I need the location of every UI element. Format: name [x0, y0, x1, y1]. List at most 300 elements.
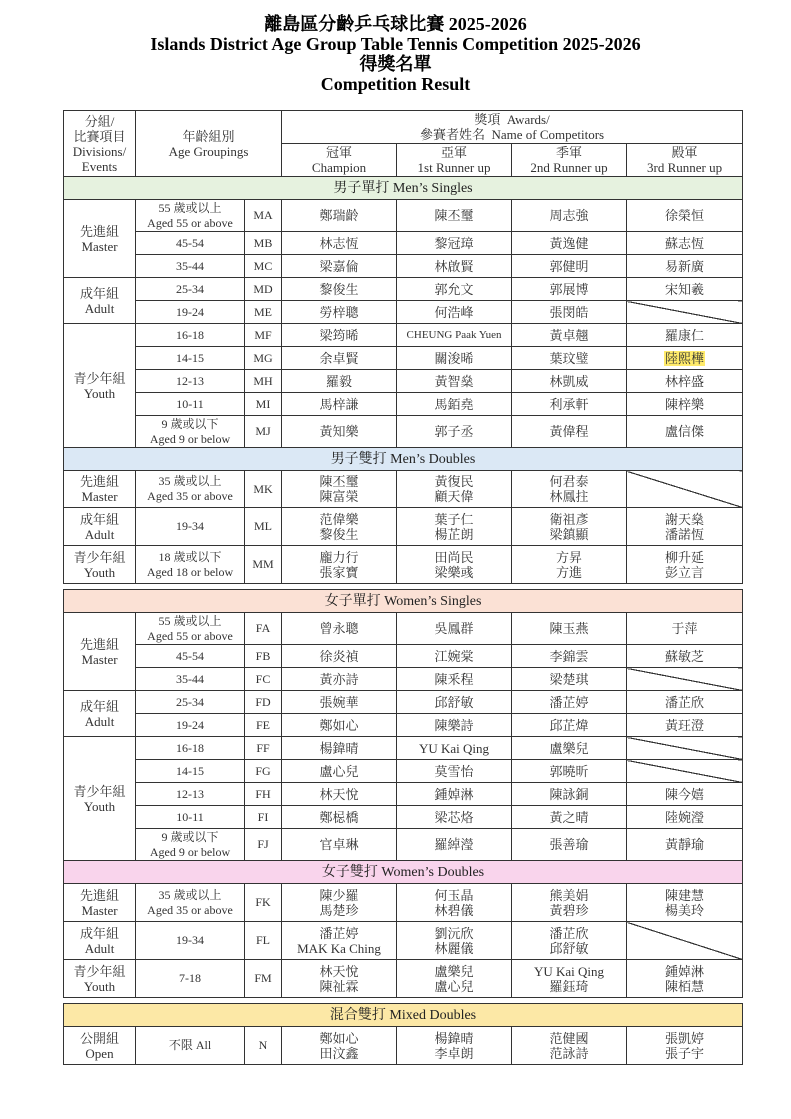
player-name: 田汶鑫	[319, 1045, 359, 1061]
player-name: 羅鈺琦	[549, 978, 589, 994]
awards-header	[282, 111, 743, 144]
section-title: 混合雙打 Mixed Doubles	[64, 1004, 743, 1027]
player-name: 黎俊生	[319, 526, 359, 542]
group-en: Master	[81, 238, 118, 254]
champion-name: 楊鍏晴	[282, 737, 397, 760]
table-row	[64, 278, 743, 301]
player-name: 陳少羅	[319, 887, 359, 903]
age-zh: 55 歲或以上	[158, 613, 222, 628]
age-en: Aged 9 or below	[149, 431, 231, 446]
table-row	[64, 714, 743, 737]
age-cell: 25-34	[136, 278, 245, 301]
player-name: 龐力行	[319, 549, 359, 565]
age-cell: 35-44	[136, 255, 245, 278]
second-en: 2nd Runner up	[530, 160, 608, 175]
champion-name: 黃亦詩	[282, 668, 397, 691]
age-cell: 45-54	[136, 645, 245, 668]
group-master	[64, 884, 136, 922]
division-en2: Events	[81, 158, 118, 174]
champion-pair	[282, 884, 397, 922]
player-name: 熊美娟	[549, 887, 589, 903]
age-zh: 年齡組別	[182, 128, 235, 144]
player-name: 陳富榮	[319, 489, 359, 504]
second-runner-name: 陳玉燕	[512, 613, 627, 645]
champion-name: 林天悅	[282, 783, 397, 806]
player-name: 陳栢慧	[665, 978, 705, 994]
third-runner-name: 林梓盛	[627, 370, 743, 393]
second-zh: 季軍	[556, 145, 583, 160]
first-runner-name: 關浚晞	[397, 347, 512, 370]
second-runner-pair	[512, 960, 627, 998]
champion-name: 鄭如心	[282, 714, 397, 737]
player-name: 何君泰	[549, 474, 589, 489]
table-row	[64, 668, 743, 691]
age-en: Aged 18 or below	[146, 564, 234, 579]
third-runner-name: 陸婉瀅	[627, 806, 743, 829]
player-name: 方進	[556, 564, 583, 580]
event-code: MG	[245, 347, 282, 370]
player-name: 張家寶	[319, 564, 359, 580]
third-runner-name: 蘇敏芝	[627, 645, 743, 668]
third-runner-name: 陳梓樂	[627, 393, 743, 416]
table-row	[64, 301, 743, 324]
third-en: 3rd Runner up	[646, 160, 723, 175]
player-name: 馬楚珍	[319, 902, 359, 918]
competitors-zh: 參賽者姓名	[419, 127, 485, 142]
age-cell: 7-18	[136, 960, 245, 998]
champion-pair	[282, 960, 397, 998]
champion-name: 勞梓聰	[282, 301, 397, 324]
table-row	[64, 960, 743, 998]
age-cell: 19-24	[136, 714, 245, 737]
division-header	[64, 111, 136, 177]
group-zh: 青少年組	[73, 549, 126, 565]
table-row	[64, 324, 743, 347]
header-row-1	[64, 111, 743, 144]
player-name: 黃碧珍	[549, 902, 589, 918]
event-code: N	[245, 1027, 282, 1065]
group-en: Youth	[83, 798, 116, 814]
first-runner-name: 陳樂詩	[397, 714, 512, 737]
table-row	[64, 1027, 743, 1065]
first-runner-name: 馬銆堯	[397, 393, 512, 416]
group-zh: 青少年組	[73, 783, 126, 799]
third-runner-name: 羅康仁	[627, 324, 743, 347]
first-runner-name: 郭子丞	[397, 416, 512, 448]
second-runner-pair	[512, 1027, 627, 1065]
champion-name: 鄭瑞齡	[282, 200, 397, 232]
age-zh: 35 歲或以上	[158, 887, 222, 902]
table-row	[64, 471, 743, 508]
table-row	[64, 829, 743, 861]
first-runner-name: 林啟賢	[397, 255, 512, 278]
player-name: 林天悅	[319, 963, 359, 979]
champion-name: 余卓賢	[282, 347, 397, 370]
group-youth	[64, 546, 136, 584]
second-runner-name: 黃卓翹	[512, 324, 627, 347]
player-name: 楊美玲	[665, 902, 705, 918]
section-title: 女子雙打 Women’s Doubles	[64, 861, 743, 884]
group-zh: 成年組	[79, 285, 119, 301]
group-en: Adult	[84, 713, 115, 729]
age-cell	[136, 613, 245, 645]
group-open	[64, 1027, 136, 1065]
champion-en: Champion	[311, 160, 367, 175]
age-cell	[136, 829, 245, 861]
event-code: MF	[245, 324, 282, 347]
table-row	[64, 232, 743, 255]
third-runner-pair	[627, 508, 743, 546]
event-code: FA	[245, 613, 282, 645]
third-runner-name: 蘇志恆	[627, 232, 743, 255]
champion-header	[282, 144, 397, 177]
division-zh2: 比賽項目	[73, 128, 126, 144]
player-name: 李卓朗	[434, 1045, 474, 1061]
results-table	[63, 110, 743, 1065]
first-runner-name: 吳鳳群	[397, 613, 512, 645]
player-name: 楊芷朗	[434, 526, 474, 542]
third-runner-name: 盧信傑	[627, 416, 743, 448]
second-runner-name: 郭曉昕	[512, 760, 627, 783]
group-adult	[64, 691, 136, 737]
player-name: 鍾婥淋	[665, 963, 705, 979]
age-cell: 10-11	[136, 393, 245, 416]
age-cell	[136, 546, 245, 584]
event-code: FI	[245, 806, 282, 829]
second-runner-name: 潘芷婷	[512, 691, 627, 714]
group-zh: 成年組	[79, 511, 119, 527]
highlighted-name: 陸熙樺	[665, 350, 705, 366]
event-code: MM	[245, 546, 282, 584]
section-mens-singles	[64, 177, 743, 200]
event-code: FD	[245, 691, 282, 714]
age-cell: 35-44	[136, 668, 245, 691]
player-name: 陳建慧	[665, 887, 705, 903]
empty-slash-cell	[627, 737, 743, 760]
age-zh: 9 歲或以下	[161, 829, 219, 844]
third-runner-name: 潘芷欣	[627, 691, 743, 714]
empty-slash-cell	[627, 922, 743, 960]
title-block	[0, 0, 791, 94]
group-zh: 青少年組	[73, 963, 126, 979]
second-runner-name: 張善瑜	[512, 829, 627, 861]
player-name: 梁鎮顯	[549, 526, 589, 542]
second-runner-name: 利承軒	[512, 393, 627, 416]
champion-zh: 冠軍	[326, 145, 353, 160]
section-title: 男子單打 Men’s Singles	[64, 177, 743, 200]
age-en: Age Groupings	[168, 143, 249, 159]
table-row	[64, 200, 743, 232]
first-runner-name: 陳丕璽	[397, 200, 512, 232]
second-runner-pair	[512, 471, 627, 508]
second-runner-name: 黃偉程	[512, 416, 627, 448]
second-runner-name: 郭健明	[512, 255, 627, 278]
age-zh: 35 歲或以上	[158, 474, 222, 488]
third-runner-name: 徐榮恒	[627, 200, 743, 232]
event-code: MJ	[245, 416, 282, 448]
player-name: 葉子仁	[434, 511, 474, 527]
group-en: Adult	[84, 940, 115, 956]
table-row	[64, 783, 743, 806]
event-code: MK	[245, 471, 282, 508]
age-cell: 12-13	[136, 370, 245, 393]
player-name: 鄭如心	[319, 1030, 359, 1046]
section-title: 女子單打 Women’s Singles	[64, 590, 743, 613]
age-cell: 14-15	[136, 347, 245, 370]
player-name: 林碧儀	[434, 902, 474, 918]
subtitle-zh: 得獎名單	[359, 54, 432, 74]
player-name: 田尚民	[434, 549, 474, 565]
player-name: 柳升延	[665, 549, 705, 565]
table-row	[64, 922, 743, 960]
player-name: 張凱婷	[665, 1030, 705, 1046]
second-runner-name: 張閔皓	[512, 301, 627, 324]
second-runner-header	[512, 144, 627, 177]
group-en: Adult	[84, 300, 115, 316]
first-runner-pair	[397, 884, 512, 922]
first-runner-name: CHEUNG Paak Yuen	[397, 324, 512, 347]
division-en: Divisions/	[72, 143, 127, 159]
second-runner-name: 黃逸健	[512, 232, 627, 255]
table-row	[64, 613, 743, 645]
section-mixed-doubles	[64, 1004, 743, 1027]
event-code: ME	[245, 301, 282, 324]
empty-slash-cell	[627, 760, 743, 783]
player-name: 潘芷婷	[319, 925, 359, 941]
first-runner-pair	[397, 508, 512, 546]
first-runner-name: YU Kai Qing	[397, 737, 512, 760]
event-code: ML	[245, 508, 282, 546]
first-en: 1st Runner up	[417, 160, 491, 175]
third-runner-name: 黃玨澄	[627, 714, 743, 737]
player-name: 黃復民	[434, 474, 474, 489]
first-runner-name: 黃智燊	[397, 370, 512, 393]
event-code: MH	[245, 370, 282, 393]
third-runner-name: 宋知羲	[627, 278, 743, 301]
player-name: YU Kai Qing	[533, 963, 605, 979]
second-runner-name: 郭展博	[512, 278, 627, 301]
player-name: 顧天偉	[434, 489, 474, 504]
first-runner-name: 何浩峰	[397, 301, 512, 324]
group-zh: 先進組	[79, 474, 119, 489]
first-runner-name: 莫雪怡	[397, 760, 512, 783]
champion-name: 黎俊生	[282, 278, 397, 301]
event-code: MB	[245, 232, 282, 255]
player-name: 林鳳拄	[549, 489, 589, 504]
event-code: MD	[245, 278, 282, 301]
group-zh: 成年組	[79, 698, 119, 714]
age-en: Aged 55 or above	[147, 628, 233, 643]
champion-pair	[282, 508, 397, 546]
group-youth	[64, 324, 136, 448]
age-cell: 12-13	[136, 783, 245, 806]
player-name: 劉沅欣	[434, 925, 474, 941]
division-zh: 分組/	[84, 113, 115, 129]
age-en: Aged 35 or above	[147, 489, 233, 503]
player-name: 潘芷欣	[549, 925, 589, 941]
age-cell: 16-18	[136, 737, 245, 760]
first-runner-name: 羅綽瀅	[397, 829, 512, 861]
third-runner-name: 黃靜瑜	[627, 829, 743, 861]
group-adult	[64, 278, 136, 324]
group-en: Open	[85, 1045, 114, 1061]
player-name: 范健國	[549, 1030, 589, 1046]
age-cell: 19-34	[136, 922, 245, 960]
age-en: Aged 9 or below	[149, 844, 231, 859]
group-zh: 先進組	[79, 636, 119, 652]
age-zh: 55 歲或以上	[158, 200, 222, 215]
champion-name: 林志恆	[282, 232, 397, 255]
age-zh: 9 歲或以下	[161, 416, 219, 431]
second-runner-name: 葉玟璧	[512, 347, 627, 370]
age-cell: 19-34	[136, 508, 245, 546]
third-runner-pair	[627, 546, 743, 584]
section-title: 男子雙打 Men’s Doubles	[64, 448, 743, 471]
age-en: Aged 35 or above	[147, 902, 233, 917]
third-zh: 殿軍	[671, 145, 698, 160]
player-name: 林麗儀	[434, 940, 474, 956]
first-runner-name: 鍾婥淋	[397, 783, 512, 806]
second-runner-pair	[512, 884, 627, 922]
event-code: FC	[245, 668, 282, 691]
event-code: FL	[245, 922, 282, 960]
champion-name: 鄭梞橋	[282, 806, 397, 829]
player-name: 方昇	[556, 549, 583, 565]
champion-name: 羅毅	[282, 370, 397, 393]
first-runner-pair	[397, 546, 512, 584]
player-name: MAK Ka Ching	[297, 940, 381, 956]
event-code: FF	[245, 737, 282, 760]
table-row	[64, 645, 743, 668]
awards-en: Awards/	[506, 112, 550, 127]
first-runner-name: 黎冠璋	[397, 232, 512, 255]
second-runner-pair	[512, 922, 627, 960]
group-en: Adult	[84, 526, 115, 542]
group-zh: 青少年組	[73, 370, 126, 386]
second-runner-pair	[512, 546, 627, 584]
age-cell: 19-24	[136, 301, 245, 324]
age-cell	[136, 884, 245, 922]
third-runner-pair	[627, 1027, 743, 1065]
table-row	[64, 760, 743, 783]
table-row	[64, 255, 743, 278]
champion-name: 黃知樂	[282, 416, 397, 448]
second-runner-name: 周志強	[512, 200, 627, 232]
event-code: MA	[245, 200, 282, 232]
group-zh: 成年組	[79, 925, 119, 941]
age-cell	[136, 200, 245, 232]
champion-pair	[282, 1027, 397, 1065]
player-name: 盧心兒	[434, 978, 474, 994]
player-name: 楊鍏晴	[434, 1030, 474, 1046]
group-master	[64, 471, 136, 508]
champion-pair	[282, 471, 397, 508]
first-runner-header	[397, 144, 512, 177]
third-runner-header	[627, 144, 743, 177]
group-master	[64, 200, 136, 278]
second-runner-name: 黃之晴	[512, 806, 627, 829]
group-zh: 公開組	[79, 1030, 119, 1046]
age-en: Aged 55 or above	[147, 215, 233, 230]
first-runner-name: 邱舒敏	[397, 691, 512, 714]
title-en: Islands District Age Group Table Tennis Competition 2025-2026	[150, 34, 641, 54]
first-runner-name: 陳釆程	[397, 668, 512, 691]
player-name: 陳丕璽	[319, 474, 359, 489]
age-zh: 18 歲或以下	[158, 549, 222, 564]
player-name: 衛祖彥	[549, 511, 589, 527]
empty-slash-cell	[627, 301, 743, 324]
group-adult	[64, 922, 136, 960]
champion-pair	[282, 922, 397, 960]
age-cell: 不限 All	[136, 1027, 245, 1065]
competitors-en: Name of Competitors	[491, 127, 605, 142]
table-row	[64, 508, 743, 546]
empty-slash-cell	[627, 668, 743, 691]
table-row	[64, 416, 743, 448]
second-runner-name: 盧樂兒	[512, 737, 627, 760]
player-name: 謝天燊	[665, 511, 705, 527]
player-name: 何玉晶	[434, 887, 474, 903]
third-runner-name: 陳今嬉	[627, 783, 743, 806]
champion-name: 官卓琳	[282, 829, 397, 861]
group-youth	[64, 960, 136, 998]
event-code: FJ	[245, 829, 282, 861]
second-runner-name: 邱芷煒	[512, 714, 627, 737]
group-youth	[64, 737, 136, 861]
second-runner-name: 陳詠銅	[512, 783, 627, 806]
champion-name: 梁筠晞	[282, 324, 397, 347]
event-code: FG	[245, 760, 282, 783]
age-cell: 10-11	[136, 806, 245, 829]
event-code: MI	[245, 393, 282, 416]
table-row	[64, 393, 743, 416]
age-header	[136, 111, 282, 177]
first-zh: 亞軍	[441, 145, 468, 160]
group-en: Master	[81, 902, 118, 918]
third-runner-name: 易新廣	[627, 255, 743, 278]
second-runner-pair	[512, 508, 627, 546]
third-runner-pair	[627, 884, 743, 922]
group-en: Youth	[83, 385, 116, 401]
player-name: 陳祉霖	[319, 978, 359, 994]
event-code: MC	[245, 255, 282, 278]
section-womens-doubles	[64, 861, 743, 884]
event-code: FM	[245, 960, 282, 998]
awards-zh: 獎項	[474, 112, 501, 127]
first-runner-pair	[397, 960, 512, 998]
age-cell: 45-54	[136, 232, 245, 255]
age-cell	[136, 471, 245, 508]
first-runner-name: 江婉棠	[397, 645, 512, 668]
champion-name: 張婉華	[282, 691, 397, 714]
first-runner-name: 梁芯烙	[397, 806, 512, 829]
third-runner-pair	[627, 960, 743, 998]
event-code: FH	[245, 783, 282, 806]
champion-name: 梁嘉倫	[282, 255, 397, 278]
event-code: FE	[245, 714, 282, 737]
group-en: Master	[81, 651, 118, 667]
event-code: FK	[245, 884, 282, 922]
first-runner-pair	[397, 922, 512, 960]
third-runner-name-cell	[627, 347, 743, 370]
player-name: 盧樂兒	[434, 963, 474, 979]
second-runner-name: 林凱威	[512, 370, 627, 393]
third-runner-name: 于萍	[627, 613, 743, 645]
empty-slash-cell	[627, 471, 743, 508]
group-adult	[64, 508, 136, 546]
player-name: 梁樂彧	[434, 564, 474, 580]
player-name: 張子宇	[665, 1045, 705, 1061]
